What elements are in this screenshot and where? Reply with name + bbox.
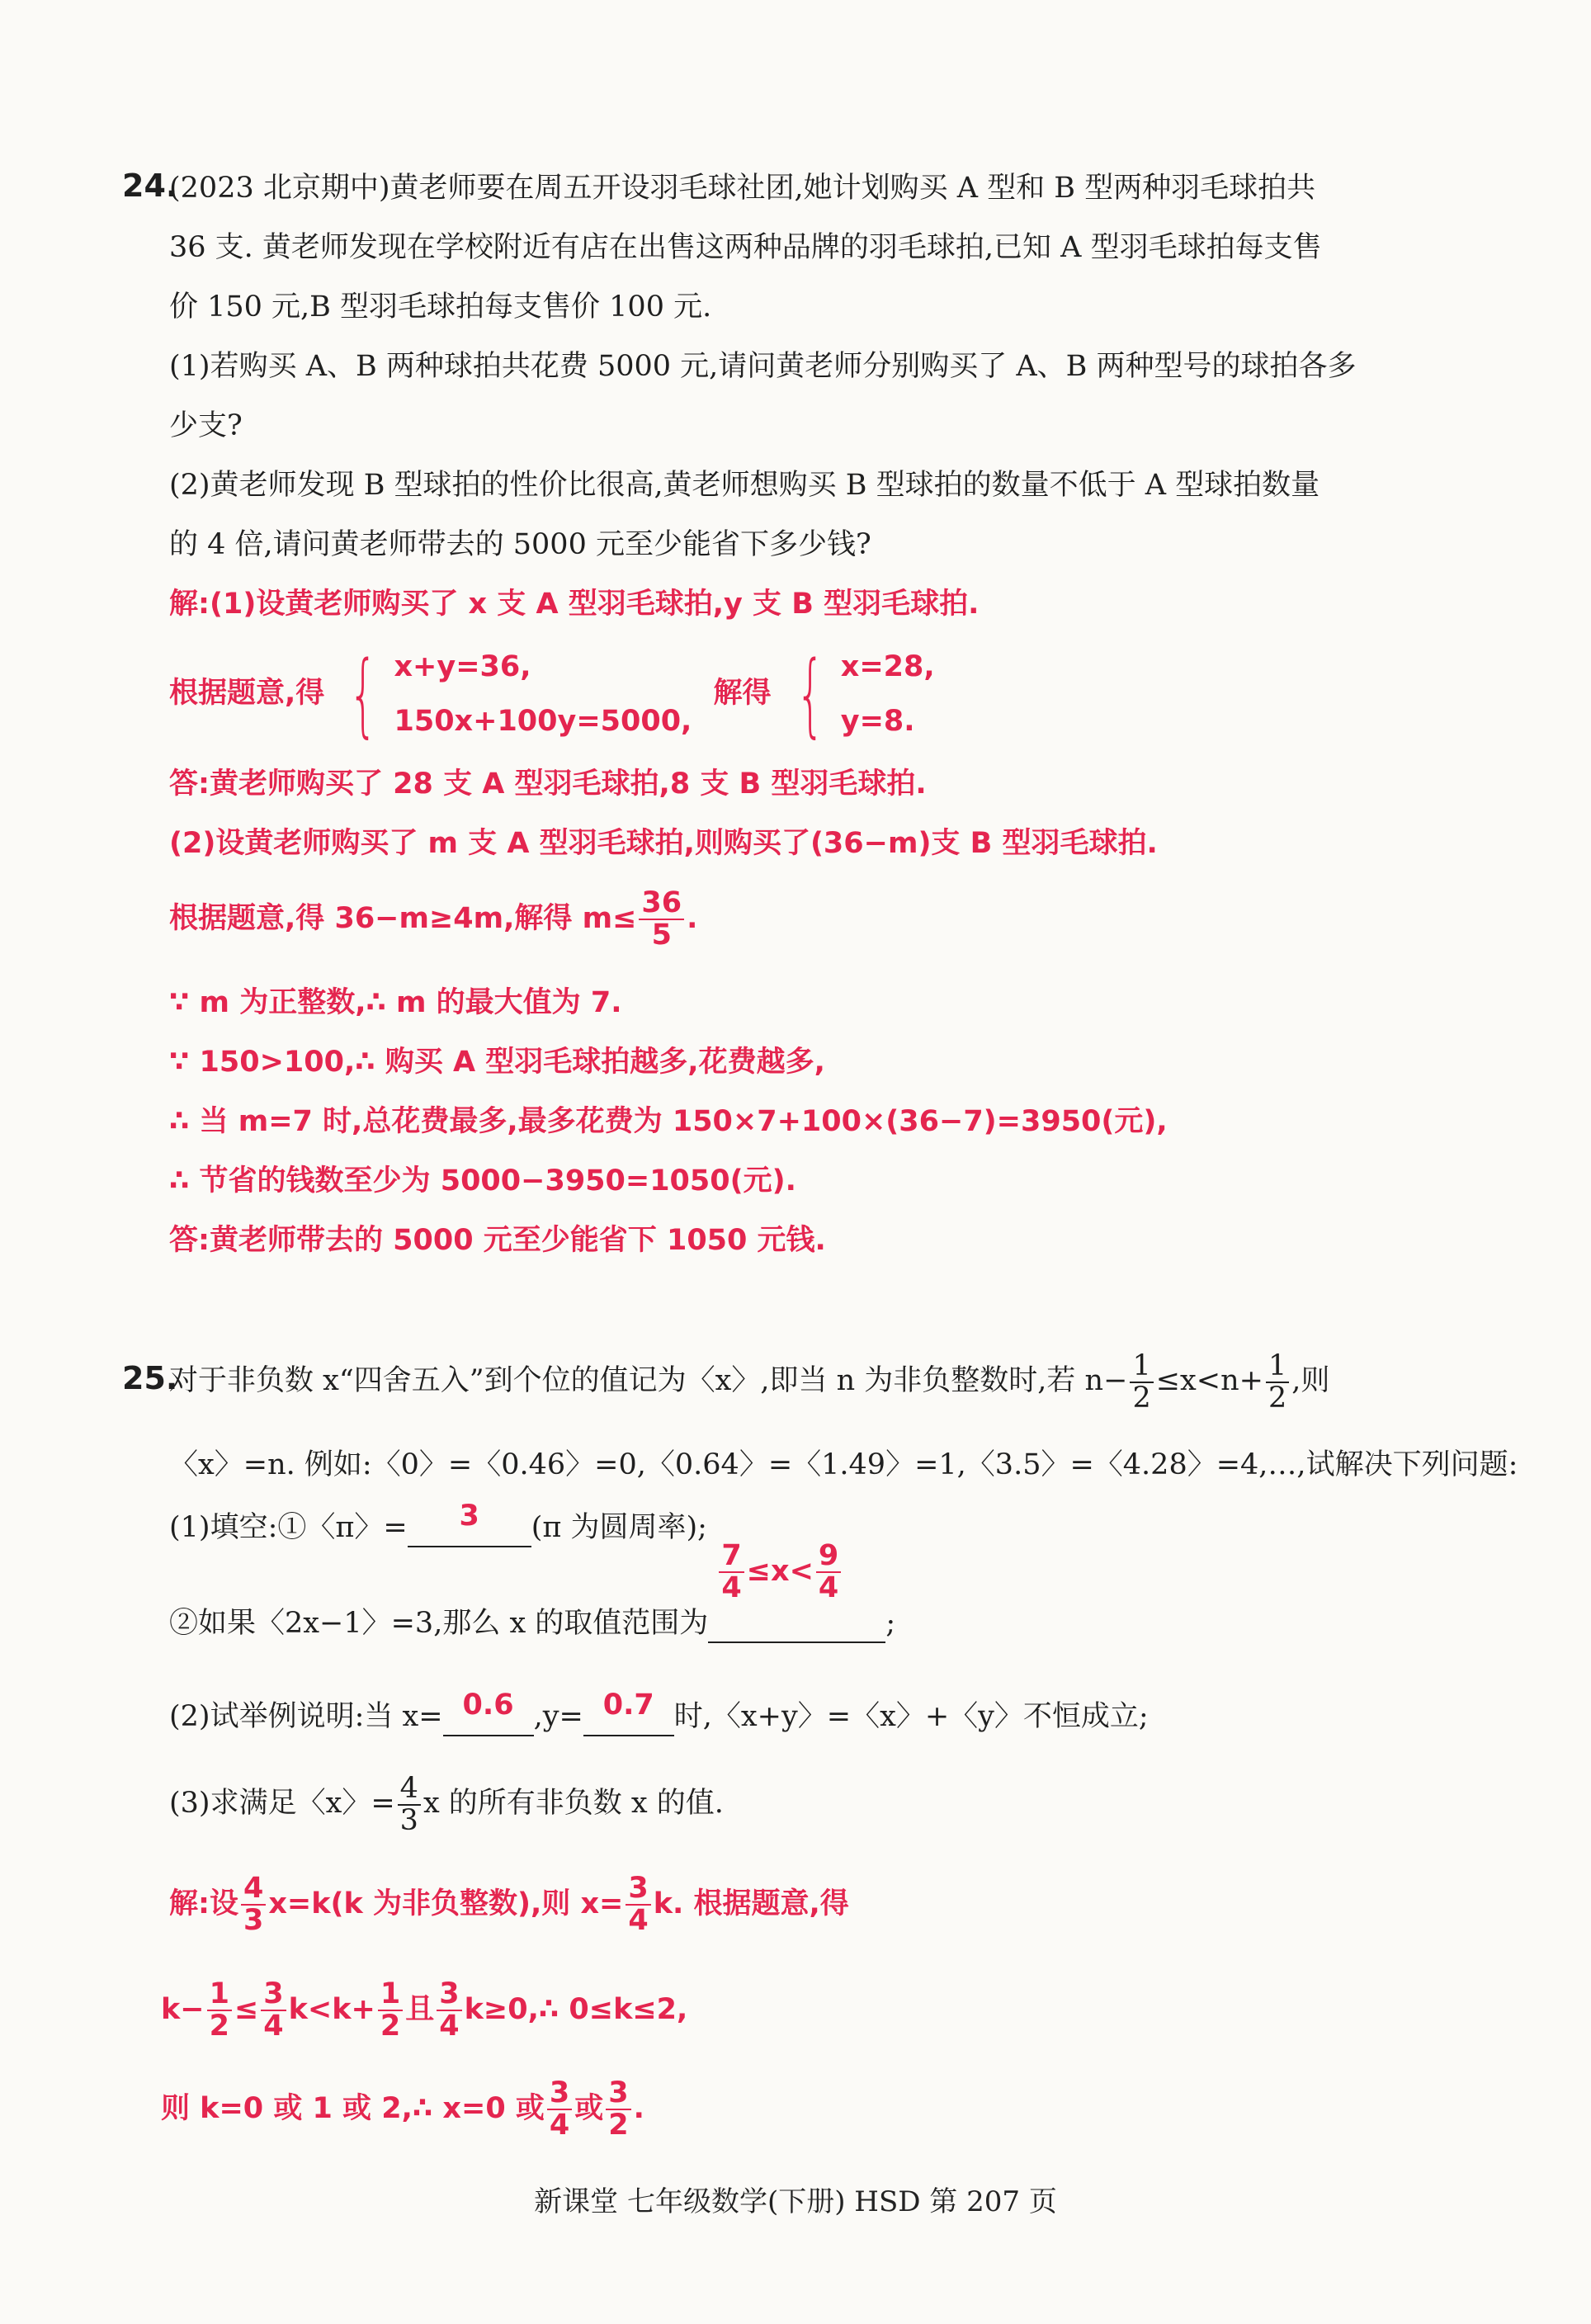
fraction-denominator: 2: [1132, 1381, 1151, 1415]
q24-solution-line-8: ∴ 当 m=7 时,总花费最多,最多花费为 150×7+100×(36−7)=3950(元),: [169, 1105, 1168, 1138]
sol-text: k. 根据题意,得: [653, 1887, 849, 1920]
q24-solution-prefix: 根据题意,得: [169, 677, 325, 710]
q25-solution-line-2: [161, 1972, 687, 2047]
q24-text-line-1: (2023 北京期中)黄老师要在周五开设羽毛球社团,她计划购买 A 型和 B 型两种羽毛球拍共: [169, 172, 1316, 205]
question-24-number: 24.: [122, 168, 178, 204]
sol-text: x=k(k 为非负整数),则 x=: [268, 1887, 624, 1920]
q25-solution-line-3: [161, 2071, 644, 2146]
fraction-4-3: [398, 1771, 421, 1837]
q25-line1-part-a: 对于非负数 x“四舍五入”到个位的值记为〈x〉,即当 n 为非负整数时,若 n−: [169, 1364, 1128, 1397]
fraction-1-2: [378, 1979, 403, 2042]
fraction-numerator: 9: [816, 1541, 841, 1573]
answer-y: 0.7: [602, 1689, 654, 1722]
fraction-denominator: 2: [1268, 1381, 1287, 1415]
fraction-numerator: 1: [207, 1979, 232, 2011]
q24-solution-line-7: ∵ 150>100,∴ 购买 A 型羽毛球拍越多,花费越多,: [169, 1046, 825, 1079]
fraction-denominator: 3: [243, 1904, 264, 1937]
range-operator: ≤x<: [746, 1555, 814, 1589]
fraction-36-5: [639, 888, 684, 951]
answer-range: [716, 1541, 843, 1604]
sol-text: 则 k=0 或 1 或 2,∴ x=0 或: [161, 2092, 545, 2125]
inequality-text: 根据题意,得 36−m≥4m,解得 m≤: [169, 902, 637, 935]
fraction-3-2: [606, 2078, 630, 2141]
q24-part2-line-2: 的 4 倍,请问黄老师带去的 5000 元至少能省下多少钱?: [169, 528, 871, 561]
q25-line1-part-b: ≤x<n+: [1155, 1364, 1263, 1397]
fraction-numerator: 3: [261, 1979, 286, 2011]
q25-solution-line-1: [169, 1867, 849, 1941]
brace-icon: {: [348, 641, 378, 747]
equation-system: [334, 640, 692, 749]
fraction-denominator: 2: [608, 2109, 629, 2142]
solution-x: x=28,: [840, 650, 935, 683]
fraction-9-4: [816, 1541, 841, 1604]
q24-text-line-3: 价 150 元,B 型羽毛球拍每支售价 100 元.: [169, 290, 712, 324]
fraction-numerator: 4: [241, 1873, 266, 1906]
q25-part3-prefix: (3)求满足〈x〉=: [169, 1787, 395, 1820]
answer-x: 0.6: [462, 1689, 514, 1722]
sol-text: k<k+: [288, 1993, 375, 2026]
fraction-numerator: 36: [639, 888, 684, 920]
inequality-end: .: [687, 902, 698, 935]
fraction-denominator: 4: [263, 2010, 284, 2043]
fraction-numerator: 1: [1130, 1351, 1153, 1383]
q24-solution-line-6: ∵ m 为正整数,∴ m 的最大值为 7.: [169, 986, 622, 1019]
q25-part1-range: [169, 1539, 896, 1669]
q24-text-line-2: 36 支. 黄老师发现在学校附近有店在出售这两种品牌的羽毛球拍,已知 A 型羽毛球拍每支售: [169, 231, 1322, 264]
sol-text: .: [633, 2092, 644, 2125]
fraction-denominator: 2: [209, 2010, 229, 2043]
answer-blank[interactable]: [408, 1500, 531, 1547]
fraction-denominator: 4: [439, 2010, 460, 2043]
q24-solution-line-1: 解:(1)设黄老师购买了 x 支 A 型羽毛球拍,y 支 B 型羽毛球拍.: [169, 588, 980, 621]
fraction-denominator: 4: [628, 1904, 649, 1937]
fraction-denominator: 2: [380, 2010, 401, 2043]
fraction-3-4: [547, 2078, 572, 2141]
q24-solution-line-10: 答:黄老师带去的 5000 元至少能省下 1050 元钱.: [169, 1224, 826, 1257]
sol-text: 或: [574, 2092, 604, 2125]
fraction-numerator: 1: [1266, 1351, 1289, 1383]
q25-part1-suffix: (π 为圆周率);: [531, 1511, 707, 1544]
sol-text: 解:设: [169, 1887, 238, 1920]
q25-line1-part-c: ,则: [1291, 1364, 1330, 1397]
solution-system: [781, 640, 935, 749]
q25-text-line-1: [169, 1344, 1329, 1418]
fraction-numerator: 7: [719, 1541, 744, 1573]
q24-part1-line-1: (1)若购买 A、B 两种球拍共花费 5000 元,请问黄老师分别购买了 A、B 两种型号的球拍各多: [169, 350, 1357, 383]
q24-part1-line-2: 少支?: [169, 409, 243, 442]
answer-blank-range[interactable]: [708, 1539, 885, 1643]
q25-part2-suffix: 时,〈x+y〉=〈x〉+〈y〉不恒成立;: [673, 1700, 1149, 1733]
q25-part1-fill: [169, 1500, 707, 1548]
fraction-numerator: 3: [547, 2078, 572, 2110]
q24-solution-inequality: [169, 881, 697, 956]
sol-text: k−: [161, 1993, 205, 2026]
q24-solution-system: [169, 640, 935, 749]
sol-text: k≥0,∴ 0≤k≤2,: [464, 1993, 688, 2026]
fraction-half: [1266, 1351, 1289, 1414]
fraction-denominator: 4: [721, 1571, 742, 1604]
fraction-4-3: [241, 1873, 266, 1936]
q25-part1-prefix: (1)填空:①〈π〉=: [169, 1511, 408, 1544]
q25-part3-suffix: x 的所有非负数 x 的值.: [423, 1787, 724, 1820]
equation-2: 150x+100y=5000,: [394, 705, 692, 738]
fraction-denominator: 4: [818, 1571, 839, 1604]
q24-solve-label: 解得: [713, 677, 772, 710]
fraction-7-4: [719, 1541, 744, 1604]
q25-part3: [169, 1766, 724, 1840]
fraction-half: [1130, 1351, 1153, 1414]
q24-solution-part2-setup: (2)设黄老师购买了 m 支 A 型羽毛球拍,则购买了(36−m)支 B 型羽毛球拍.: [169, 827, 1158, 860]
fraction-numerator: 4: [398, 1774, 421, 1806]
fraction-denominator: 5: [651, 919, 672, 952]
q25-part1b-suffix: ;: [885, 1607, 896, 1640]
q25-text-line-2: 〈x〉=n. 例如:〈0〉=〈0.46〉=0,〈0.64〉=〈1.49〉=1,〈3.5〉=〈4.28〉=4,…,试解决下列问题:: [169, 1448, 1518, 1481]
brace-icon: {: [796, 641, 825, 747]
answer-blank-x[interactable]: [443, 1689, 534, 1736]
fraction-denominator: 3: [399, 1803, 418, 1837]
q25-part2: [169, 1689, 1149, 1737]
q24-solution-answer-1: 答:黄老师购买了 28 支 A 型羽毛球拍,8 支 B 型羽毛球拍.: [169, 768, 927, 801]
fraction-1-2: [207, 1979, 232, 2042]
solution-y: y=8.: [840, 705, 915, 738]
fraction-3-4: [626, 1873, 650, 1936]
answer-pi: 3: [459, 1500, 479, 1533]
fraction-numerator: 3: [606, 2078, 630, 2110]
fraction-3-4: [261, 1979, 286, 2042]
q25-part2-prefix: (2)试举例说明:当 x=: [169, 1700, 443, 1733]
fraction-denominator: 4: [549, 2109, 570, 2142]
question-25-number: 25.: [122, 1360, 178, 1396]
fraction-3-4: [437, 1979, 461, 2042]
fraction-numerator: 3: [437, 1979, 461, 2011]
page-footer: 新课堂 七年级数学(下册) HSD 第 207 页: [534, 2185, 1057, 2218]
q24-part2-line-1: (2)黄老师发现 B 型球拍的性价比很高,黄老师想购买 B 型球拍的数量不低于 A 型球拍数量: [169, 469, 1320, 502]
q24-solution-line-9: ∴ 节省的钱数至少为 5000−3950=1050(元).: [169, 1164, 796, 1197]
sol-text: 且: [405, 1993, 435, 2026]
equation-1: x+y=36,: [394, 650, 531, 683]
q25-part2-mid: ,y=: [533, 1700, 583, 1733]
q25-part1b-prefix: ②如果〈2x−1〉=3,那么 x 的取值范围为: [169, 1607, 709, 1640]
fraction-numerator: 1: [378, 1979, 403, 2011]
fraction-numerator: 3: [626, 1873, 650, 1906]
sol-text: ≤: [234, 1993, 259, 2026]
answer-blank-y[interactable]: [583, 1689, 674, 1736]
